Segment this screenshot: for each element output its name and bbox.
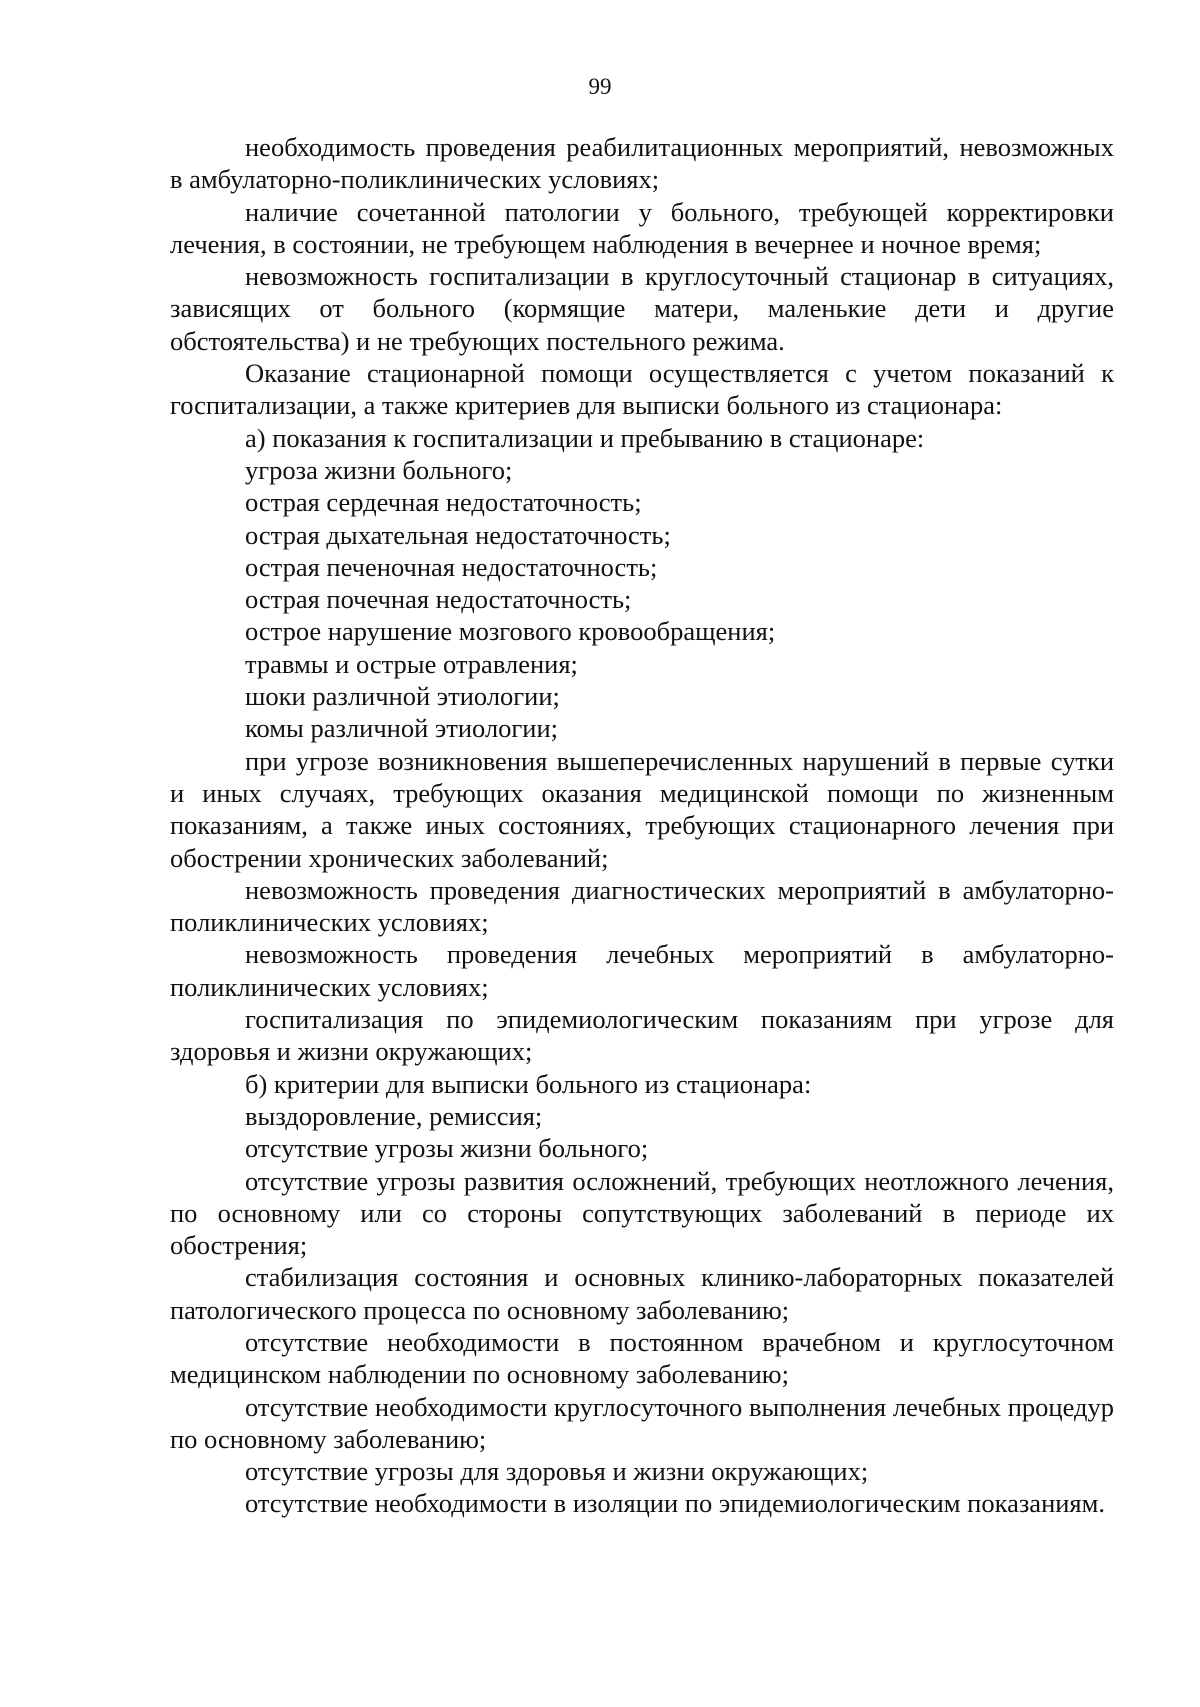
list-item: отсутствие необходимости круглосуточного выполнения лечебных процедур по основному заболеванию;	[170, 1391, 1114, 1454]
list-item: стабилизация состояния и основных клинико-лабораторных показателей патологического процесса по основному заболеванию;	[170, 1262, 1114, 1325]
list-item: острая печеночная недостаточность;	[245, 551, 658, 582]
section-heading-b: б) критерии для выписки больного из стационара:	[245, 1068, 812, 1099]
list-item: отсутствие угрозы для здоровья и жизни окружающих;	[245, 1456, 869, 1487]
page-number: 99	[588, 74, 612, 99]
list-item: госпитализация по эпидемиологическим показаниям при угрозе для здоровья и жизни окружающих;	[170, 1004, 1114, 1067]
paragraph: необходимость проведения реабилитационных мероприятий, невозможных в амбулаторно-поликлинических условиях;	[170, 132, 1114, 195]
list-item: угроза жизни больного;	[245, 454, 513, 485]
list-item: острая почечная недостаточность;	[245, 584, 632, 615]
list-item: травмы и острые отравления;	[245, 648, 578, 679]
list-item: острая дыхательная недостаточность;	[245, 519, 671, 550]
list-item: невозможность проведения диагностических мероприятий в амбулаторно-поликлинических условиях;	[170, 874, 1114, 938]
list-item: выздоровление, ремиссия;	[245, 1100, 543, 1131]
list-item: отсутствие необходимости в постоянном врачебном и круглосуточном медицинском наблюдении по основному заболеванию;	[170, 1326, 1114, 1390]
paragraph: наличие сочетанной патологии у больного, требующей корректировки лечения, в состоянии, не требующем наблюдения в вечернее и ночное время;	[170, 196, 1114, 259]
list-item: отсутствие угрозы жизни больного;	[245, 1133, 649, 1164]
list-item: острая сердечная недостаточность;	[245, 487, 642, 518]
list-item: острое нарушение мозгового кровообращения;	[245, 616, 776, 647]
list-item: комы различной этиологии;	[245, 713, 559, 744]
list-item: при угрозе возникновения вышеперечисленных нарушений в первые сутки и иных случаях, требующих оказания медицинской помощи по жизненным показаниям, а также иных состояниях, требующих стационарного лечения при обострении хронических заболеваний;	[170, 745, 1114, 873]
list-item: невозможность проведения лечебных мероприятий в амбулаторно-поликлинических условиях;	[170, 939, 1114, 1002]
section-heading-a: а) показания к госпитализации и пребыванию в стационаре:	[245, 422, 925, 453]
list-item: шоки различной этиологии;	[245, 681, 560, 712]
paragraph: невозможность госпитализации в круглосуточный стационар в ситуациях, зависящих от больного (кормящие матери, маленькие дети и другие обстоятельства) и не требующих постельного режима.	[170, 261, 1114, 356]
list-item: отсутствие угрозы развития осложнений, требующих неотложного лечения, по основному или со стороны сопутствующих заболеваний в периоде их обострения;	[170, 1165, 1114, 1261]
list-item: отсутствие необходимости в изоляции по эпидемиологическим показаниям.	[245, 1488, 1106, 1519]
paragraph: Оказание стационарной помощи осуществляется с учетом показаний к госпитализации, а также критериев для выписки больного из стационара:	[170, 358, 1114, 421]
document-body	[170, 131, 1114, 1520]
